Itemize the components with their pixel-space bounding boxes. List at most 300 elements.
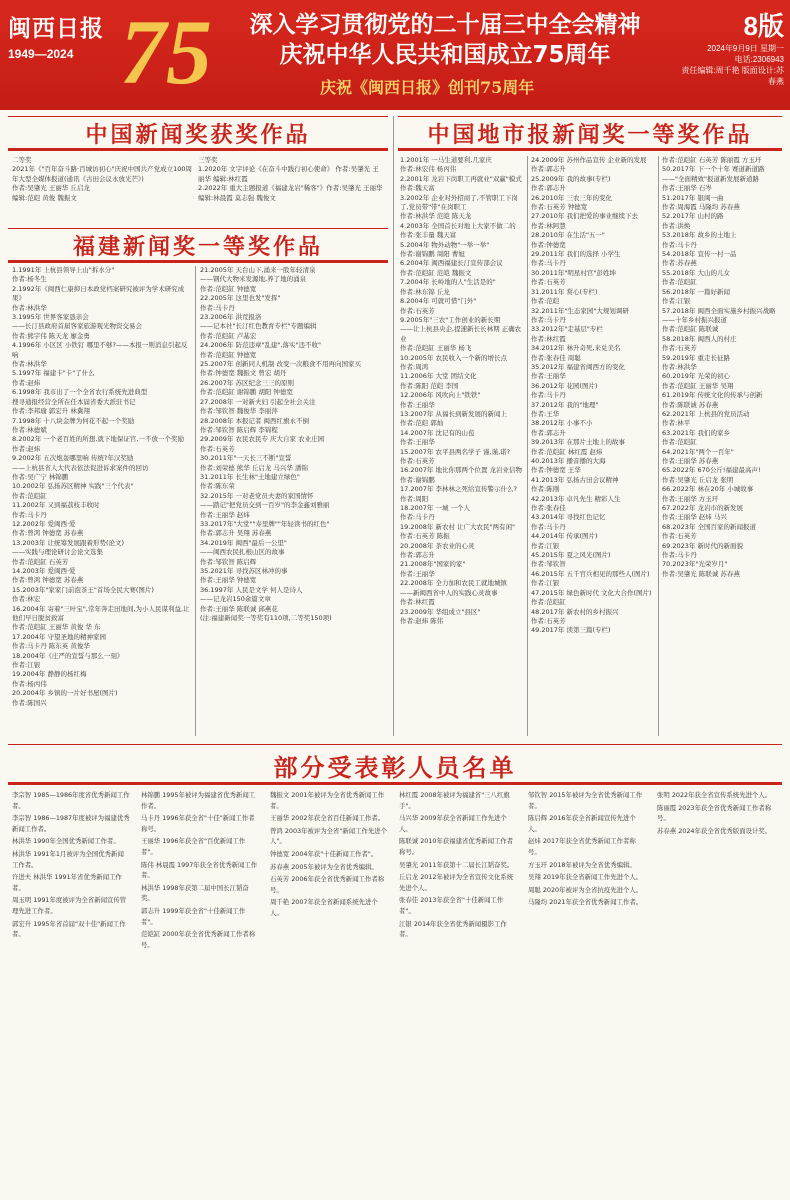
column-rule bbox=[195, 266, 196, 736]
award-entry: 1.2020年 文字评论《在奋斗中践行初心使命》 作者:吴肇光 王丽华 编辑:林红霞 bbox=[198, 165, 379, 183]
award-entry: 2.2022年 重大主题报道《福建龙岩"稀客"》作者:吴肇光 王丽华 编辑:林晨霞 莫志强 魏俊文 bbox=[198, 184, 383, 202]
award-entry: 作者:吴广宁 林锦鹏 bbox=[12, 472, 69, 481]
award-entry: 作者:马卡丹 bbox=[662, 240, 697, 249]
award-entry: 作者:周鸿 bbox=[400, 362, 429, 371]
honoree-entry: 李宗智 1985—1986年度省优秀新闻工作者。 bbox=[12, 791, 130, 810]
award-entry: 43.2014年 寻找红色记忆 bbox=[531, 513, 606, 522]
award-entry: 15.2007年 农平县两名学子 谨,谨,诺? bbox=[400, 447, 511, 456]
award-entry: 25.2007年 创新同人机制 改变一次粮食不用再向国家买 bbox=[200, 360, 362, 369]
award-entry: 作者:林平 bbox=[662, 419, 691, 428]
award-entry: 53.2018年 故乡的土地上 bbox=[662, 231, 737, 240]
column-rule bbox=[393, 116, 394, 736]
award-entry: 作者:郭志升 吴翔 苏春燕 bbox=[200, 529, 272, 538]
award-entry: 20.2004年 乡镇的一片好书屋(图片) bbox=[12, 689, 118, 698]
award-entry: 5.1997年 福建卡"卡"了什么 bbox=[12, 369, 95, 378]
award-entry: 作者:石英芳 陈振 bbox=[400, 532, 450, 541]
award-entry: 作者:范皑缸 bbox=[662, 438, 697, 447]
divider bbox=[398, 148, 782, 151]
award-entry: ——记本社"长汀红色教育专栏"专题编辑 bbox=[200, 322, 317, 331]
award-entry: 42.2013年 卓凡先生 精彩人生 bbox=[531, 494, 621, 503]
award-entry: 作者:杨丙伟 bbox=[12, 679, 47, 688]
award-entry: 10.2002年 弘扬苏区精神 实践"三个代表" bbox=[12, 482, 134, 491]
award-entry: 9.2005年"三农"工作创业的新长期 bbox=[400, 315, 501, 324]
award-entry: 作者:林红霞 bbox=[531, 334, 566, 343]
award-entry: ——"全面精致"报道新发展新道路 bbox=[662, 174, 759, 183]
award-entry: 21.2008年"国家的家" bbox=[400, 560, 466, 569]
honoree-entry: 石英芳 2006年获全省优秀新闻工作者称号。 bbox=[270, 875, 385, 894]
award-entry: ——记龙岩150余篇文章 bbox=[200, 595, 271, 604]
honoree-entry: 钟德宽 2004年获"十佳新闻工作者"。 bbox=[270, 849, 378, 858]
award-entry: 29.2011年 我们的选择 小学生 bbox=[531, 250, 621, 259]
award-entry: 2021年《"百年奋斗路·百城访初心"庆祝中国共产党成立100周年大型全媒体报道(通讯《古田会议永放光芒》) bbox=[12, 165, 192, 183]
honoree-entry: 赵炜 2017年获全省优秀新闻工作者称号。 bbox=[528, 837, 636, 856]
award-entry: 作者:魏天富 bbox=[400, 184, 435, 193]
award-entry: 作者:钟德宽 王华 bbox=[531, 466, 581, 475]
award-entry: 3.2002年 企业对外招商了,不管职工下岗了,党员带"带"在岗职工 bbox=[400, 193, 518, 212]
column-rule bbox=[527, 156, 528, 736]
honoree-entry: 马隆均 2021年获全省优秀新闻工作者。 bbox=[528, 898, 643, 907]
award-entry: 10.2005年 农民收入一个新的增长点 bbox=[400, 353, 507, 362]
award-entry: 作者:李邦瑜 郭宏升 林冀翔 bbox=[12, 407, 90, 416]
award-entry: 36.1997年 人民是文学 何人是诗人 bbox=[200, 585, 303, 594]
award-entry: 作者:王丽华 钟德宽 bbox=[200, 576, 257, 585]
honoree-entry: 陈启辉 2016年获全省新闻宣传先进个人。 bbox=[528, 814, 636, 833]
award-entry: 作者:杨冬生 bbox=[12, 275, 47, 284]
award-entry: 8.2004年 可就可惜"门外" bbox=[400, 297, 477, 306]
honored-col-4 bbox=[399, 790, 517, 1194]
award-entry: 作者:郭志升 bbox=[531, 428, 566, 437]
award-entry: 作者:王丽华 bbox=[400, 438, 435, 447]
award-entry: 31.2011年 长生林"土地建立绿色" bbox=[200, 472, 300, 481]
award-entry: 作者:王华 bbox=[531, 409, 560, 418]
award-entry: 作者:范皑缸 石英芳 bbox=[12, 557, 69, 566]
honoree-entry: 林洪华 1990年全国优秀新闻工作者。 bbox=[12, 837, 120, 846]
award-entry: 49.2017年 读第三篇(专栏) bbox=[531, 626, 611, 635]
award-entry: 作者:邹钦智 魏俊华 李丽萍 bbox=[200, 407, 278, 416]
award-entry: 56.2018年 一篇好新闻 bbox=[662, 287, 730, 296]
honoree-entry: 苏春燕 2005年被评为全省优秀编辑。 bbox=[270, 862, 378, 871]
award-entry: 作者:石英芳 钟德宽 bbox=[531, 203, 588, 212]
award-entry: 作者:郭志升 bbox=[531, 165, 566, 174]
phone: 电话:2306943 bbox=[734, 55, 784, 64]
award-entry: 作者:林阿慧 bbox=[531, 221, 566, 230]
honoree-entry: 许进夫 林洪华 1991年省优秀新闻工作者。 bbox=[12, 873, 122, 892]
award-entry: 作者:陈刚 bbox=[531, 485, 560, 494]
divider bbox=[8, 116, 388, 117]
headline-line-1: 深入学习贯彻党的二十届三中全会精神 bbox=[249, 12, 641, 38]
honoree-entry: 林洪华 1991年1月被评为全国优秀新闻工作者。 bbox=[12, 849, 124, 869]
award-entry: 28.2010年 在生活"五一" bbox=[531, 231, 605, 240]
award-entry: 12.2002年 爱闽西·爱 bbox=[12, 519, 76, 528]
award-entry: 11.2002年 又到福荔枝丰收时 bbox=[12, 501, 100, 510]
award-entry: 作者:范皑缸 王丽华 杨飞 bbox=[400, 344, 472, 353]
award-entry: 作者:范皑缸 bbox=[662, 278, 697, 287]
award-entry: 作者:吴肇光 丘启龙 张明 bbox=[662, 475, 734, 484]
award-entry: 二等奖 bbox=[12, 156, 32, 164]
china-award-right bbox=[198, 156, 384, 226]
award-entry: 48.2017年 新农村的乡村振兴 bbox=[531, 607, 619, 616]
award-entry: 66.2022年 林在20年 小城故事 bbox=[662, 485, 754, 494]
award-entry: 作者:范皑缸 石英芳 陈丽霞 方玉玕 bbox=[662, 156, 762, 164]
award-entry: 4.1996年 小区区 小铁钉 哪里不够?——本报一则消息引起反响 bbox=[12, 341, 188, 359]
award-entry: 18.2004年《庄严的宣誓与那么一刻》 bbox=[12, 651, 124, 660]
award-entry: 61.2019年 传统文化的传承与创新 bbox=[662, 391, 763, 400]
award-entry: 16.2007年 地比你那两个位置 龙岩业信物 bbox=[400, 466, 523, 475]
award-entry: 作者:钟德宽 魏振文 曾宏 胡丹 bbox=[200, 369, 287, 378]
award-entry: 33.2017年"大堂""寿里牌""年轻读书的红色" bbox=[200, 519, 330, 528]
award-entry: 8.2002年 一个老百姓的所想,就下地保证官,一不放一个奖励 bbox=[12, 435, 184, 444]
award-entry: 20.2008年 茶农业的心灵 bbox=[400, 541, 475, 550]
fujian-award-col-1 bbox=[12, 266, 192, 738]
divider bbox=[398, 116, 782, 117]
award-entry: 作者:陈联诚 苏春燕 bbox=[662, 400, 719, 409]
issue-date: 2024年9月9日 星期一 bbox=[707, 44, 784, 53]
award-entry: 作者:苏春燕 bbox=[662, 259, 697, 268]
honoree-entry: 陈伟 林晨霞 1997年获全省优秀新闻工作者。 bbox=[141, 860, 258, 880]
honoree-entry: 魏振文 2001年被评为全省优秀新闻工作者。 bbox=[270, 791, 385, 810]
headline bbox=[225, 10, 665, 70]
award-entry: 32.2015年 一对老党员夫妻的家国情怀 bbox=[200, 491, 314, 500]
award-entry: 作者:洪焕 bbox=[662, 221, 691, 230]
award-entry: 作者:赵炜 陈伟 bbox=[400, 616, 444, 625]
award-entry: 64.2021年"两个一百年" bbox=[662, 447, 734, 456]
award-entry: ——新闽西省中人的实践心灵故事 bbox=[400, 588, 498, 597]
award-entry: 50.2017年 下一个十年 赛道新道路 bbox=[662, 165, 765, 174]
honoree-entry: 林红霞 2008年被评为福建省"三八红旗手"。 bbox=[399, 791, 510, 810]
award-entry: (注:福建新闻奖一等奖有110项,二等奖150项) bbox=[200, 614, 332, 623]
page-number: 8版 bbox=[743, 11, 784, 41]
award-entry: 36.2012年 花园(图片) bbox=[531, 381, 598, 390]
award-entry: 编辑:范皑 黄俊 魏振文 bbox=[12, 193, 77, 202]
city-award-col-3 bbox=[662, 156, 784, 738]
award-entry: 28.2008年 本报记者 闽西红旗永不倒 bbox=[200, 416, 310, 425]
award-entry: 作者:赵炜 bbox=[12, 378, 41, 387]
honoree-entry: 周玉明 1991年度被评为全省新闻宣传管理先进工作者。 bbox=[12, 896, 127, 915]
award-entry: 69.2023年 新时代的新面貌 bbox=[662, 541, 743, 550]
section-title-honored: 部分受表彰人员名单 bbox=[273, 753, 517, 782]
award-entry: 38.2012年 小事不小 bbox=[531, 419, 593, 428]
honoree-entry: 张明 2022年获全省宣传系统先进个人。 bbox=[657, 791, 772, 799]
award-entry: 33.2012年"走基层"专栏 bbox=[531, 325, 603, 334]
award-entry: 作者:邹钦智 bbox=[531, 560, 566, 569]
award-entry: 作者:马卡丹 bbox=[531, 391, 566, 400]
award-entry: 5.2004年 物外动物"一举一举" bbox=[400, 240, 490, 249]
award-entry: 作者:范皑缸 王丽华 黄俊 华 东 bbox=[12, 623, 101, 632]
award-entry: ——长汀县政府首届客家旅游观光物资交易会 bbox=[12, 322, 142, 331]
award-entry: 作者:林洪华 bbox=[662, 362, 697, 371]
award-entry: 作者:林东锦 丘龙 bbox=[400, 287, 450, 296]
award-entry: 作者:林洪华 bbox=[12, 303, 47, 312]
award-entry: ——闽西农民扎根山区的故事 bbox=[200, 548, 285, 557]
award-entry: 9.2002年 五次炮轰哪里响 传统?年汉奖励 bbox=[12, 454, 134, 463]
award-entry: 32.2011年"生态家园"大规划调研 bbox=[531, 306, 629, 315]
award-entry: 作者:王丽华 陈联诚 邱燕花 bbox=[200, 604, 278, 613]
award-entry: 62.2021年 上杭县的党员活动 bbox=[662, 409, 750, 418]
award-entry: 作者:范皑缸 陈联诚 bbox=[662, 325, 719, 334]
award-entry: 40.2013年 播音播的大海 bbox=[531, 457, 606, 465]
award-entry: 57.2018年 闽西全面实施乡村振兴战略 bbox=[662, 306, 776, 315]
award-entry: 68.2023年 全国百家的新闻报道 bbox=[662, 522, 756, 531]
honoree-entry: 张春佳 2013年获全省"十佳新闻工作者"。 bbox=[399, 896, 504, 915]
award-entry: 作者:赵炜 bbox=[12, 444, 41, 453]
award-entry: 26.2007年 苏区纪念三三的原则 bbox=[200, 378, 294, 387]
award-entry: 19.2008年 新农村 让广大农民"两有闲" bbox=[400, 522, 515, 531]
honored-col-1 bbox=[12, 790, 130, 1194]
award-entry: 作者:陈国兴 bbox=[12, 698, 47, 707]
honoree-entry: 江银 2014年获全省优秀新闻摄影工作者。 bbox=[399, 919, 507, 939]
award-entry: 搜寻通报经营全所在任本届省委大派驻书记 bbox=[12, 397, 136, 406]
award-entry: 22.2008年 全力加和农民工就地城镇 bbox=[400, 579, 507, 588]
city-award-col-2 bbox=[531, 156, 655, 738]
award-entry: 作者:马卡丹 bbox=[662, 551, 697, 560]
city-award-col-1 bbox=[400, 156, 524, 738]
honoree-entry: 王丽华 1996年获全省"百优新闻工作者"。 bbox=[141, 837, 246, 856]
masthead-banner bbox=[0, 0, 790, 110]
award-entry: 作者:王丽华 赵炜 bbox=[200, 510, 250, 519]
award-entry: 47.2015年 绿色新时代 文化大合作(图片) bbox=[531, 588, 652, 597]
section-title-city-award: 中国地市报新闻奖一等奖作品 bbox=[427, 122, 753, 148]
award-entry: 作者:周阳 bbox=[400, 494, 429, 503]
award-entry: 17.2007年 李林林之死给宣传警示什么? bbox=[400, 485, 517, 494]
award-entry: 作者:王丽华 赵炜 马兴 bbox=[662, 513, 727, 522]
award-entry: 6.2004年 闽西福建长汀宣传部会议 bbox=[400, 259, 503, 268]
award-entry: 作者:林红霞 bbox=[400, 598, 435, 607]
honored-col-5 bbox=[528, 790, 646, 1194]
section-title-fujian-award: 福建新闻奖一等奖作品 bbox=[72, 234, 323, 260]
award-entry: 23.2009年 华组成立"县区" bbox=[400, 607, 481, 616]
award-entry: 26.2010年 三农三年的变化 bbox=[531, 193, 612, 202]
honoree-entry: 曾鸿 2003年被评为全省"新闻工作先进个人"。 bbox=[270, 826, 388, 846]
award-entry: 作者:范皑缸 钟德宽 bbox=[200, 350, 257, 359]
award-entry: 13.2003年 让统筹发展跟着形势(论文) bbox=[12, 538, 125, 547]
award-entry: 作者:范皑缸 范皑 魏振文 bbox=[400, 268, 472, 277]
award-entry: 作者:石英芳 bbox=[531, 616, 566, 625]
award-entry: 作者:范皑缸 林红霞 赵炜 bbox=[531, 447, 603, 456]
award-entry: 作者:马卡丹 bbox=[400, 513, 435, 522]
award-entry: 16.2004年 寄着"三叶宝",常年奔走田地间,为小人民谋利益,让他们早日脱贫致富 bbox=[12, 604, 190, 623]
award-entry: 30.2011年"一天长三不断"宣誓 bbox=[200, 454, 292, 463]
award-entry: 作者:谢锦鹏 周阳 曹旭 bbox=[400, 250, 465, 259]
award-entry: 作者:邹钦智 陈启辉 李锦程 bbox=[200, 425, 278, 434]
award-entry: ——实践与理论研讨会论文选集 bbox=[12, 548, 103, 557]
honoree-entry: 王丽华 2002年获全省百佳新闻工作者。 bbox=[270, 814, 385, 823]
honoree-entry: 马卡丹 1996年获全省"十佳"新闻工作者称号。 bbox=[141, 814, 255, 833]
honoree-entry: 郭志升 1999年获全省"十佳新闻工作者"。 bbox=[141, 906, 246, 926]
honoree-entry: 林洪华 1998年获第二届中国长江韬奋奖。 bbox=[141, 883, 249, 903]
award-entry: 18.2007年 一城 一个人 bbox=[400, 504, 471, 513]
award-entry: 作者:马卡丹 陈东英 黄俊华 bbox=[12, 642, 90, 651]
award-entry: 作者:江银 bbox=[531, 579, 560, 588]
award-entry: 作者:吴肇光 陈联诚 苏春燕 bbox=[662, 569, 740, 578]
honoree-entry: 吴翔 2019年获全省新闻工作先进个人。 bbox=[528, 873, 643, 882]
award-entry: 作者:曾鸿 钟德宽 苏春燕 bbox=[12, 576, 84, 585]
award-entry: 作者:王丽华 bbox=[531, 372, 566, 381]
award-entry: ——让上杭县央企,提速新长长林期 正确农业 bbox=[400, 325, 522, 343]
logo-name: 闽西日报 bbox=[8, 15, 104, 42]
subline: 庆祝《闽西日报》创刊75周年 bbox=[320, 78, 535, 97]
award-entry: 35.2012年 福建省闽西方的变化 bbox=[531, 362, 625, 371]
award-entry: 作者:林洪华 bbox=[12, 360, 47, 369]
honoree-entry: 马兴华 2009年获全省新闻工作先进个人。 bbox=[399, 814, 507, 833]
award-entry: ——上杭县省人大代表依法促进诉求案件的回访 bbox=[12, 463, 149, 472]
award-entry: 作者:石英芳 bbox=[662, 532, 697, 541]
award-entry: 30.2011年"明星村官"彭姓坤 bbox=[531, 268, 616, 277]
award-entry: 2.1992年《闽西仁康抑日本政党档案研究被评为学术研究成果》 bbox=[12, 284, 185, 303]
award-entry: 作者:林洪华 范皑 陈天龙 bbox=[400, 212, 472, 221]
award-entry: 作者:石英芳 bbox=[662, 344, 697, 353]
honoree-entry: 吴肇光 2011年获第十二届长江韬奋奖。 bbox=[399, 860, 514, 869]
award-entry: 作者:王丽华 bbox=[400, 400, 435, 409]
award-entry: 作者:钟德宽 bbox=[531, 240, 566, 249]
award-entry: 54.2018年 宣传一村一品 bbox=[662, 250, 737, 259]
honoree-entry: 陈丽霞 2023年获全省优秀新闻工作者称号。 bbox=[657, 803, 772, 823]
award-entry: 13.2007年 从福长到新发展的新闻上 bbox=[400, 409, 507, 418]
award-entry: 15.2003年"家家门前泡茶王"首场全民大赛(图片) bbox=[12, 585, 154, 594]
newspaper-logo bbox=[8, 10, 118, 74]
award-entry: 19.2004年 静静的杨红梅 bbox=[12, 670, 87, 679]
honoree-entry: 李宗智 1986—1987年度被评为福建优秀新闻工作者。 bbox=[12, 814, 130, 833]
award-entry: 作者:郭志升 bbox=[531, 184, 566, 193]
award-entry: 作者:王丽华 石岑 bbox=[662, 184, 712, 193]
award-entry: 三等奖 bbox=[198, 156, 218, 164]
honored-col-6 bbox=[657, 790, 783, 1194]
award-entry: 作者:周海霞 马隆均 苏春燕 bbox=[662, 203, 740, 212]
award-entry: 作者:邹钦智 陈启辉 bbox=[200, 557, 257, 566]
editors: 责任编辑:周千艳 版面设计:苏春燕 bbox=[681, 66, 784, 86]
award-entry: 24.2009年 苏州作品宣传 企业新的发展 bbox=[531, 156, 647, 164]
award-entry: 1.1991年 上杭县领导上山"拆水分" bbox=[12, 266, 115, 274]
award-entry: 作者:江银 bbox=[531, 541, 560, 550]
award-entry: 作者:马卡丹 bbox=[531, 315, 566, 324]
award-entry: 14.2003年 爱闽西·爱 bbox=[12, 567, 76, 575]
award-entry: 23.2006年 洪荒报洛 bbox=[200, 313, 262, 322]
honored-col-2 bbox=[141, 790, 259, 1194]
award-entry: 60.2019年 光荣的初心 bbox=[662, 372, 730, 381]
award-entry: 作者:熊宇伟 陈天龙 廖金勇 bbox=[12, 331, 90, 340]
award-entry: 41.2013年 弘扬古田会议精神 bbox=[531, 475, 619, 484]
award-entry: 1.2001年 一马生道要利,几家庆 bbox=[400, 156, 492, 164]
award-entry: 作者:范皑缸 谢锦鹏 胡阳 钟德宽 bbox=[200, 388, 293, 397]
logo-years: 1949—2024 bbox=[8, 47, 74, 61]
award-entry: 59.2019年 重走长征路 bbox=[662, 353, 730, 362]
honoree-entry: 丘启龙 2012年被评为全省宣传文化系统先进个人。 bbox=[399, 873, 514, 892]
award-entry: 11.2006年 大堂 团结文化 bbox=[400, 372, 477, 381]
award-entry: 27.2010年 我们把爱的事业继续下去 bbox=[531, 212, 638, 221]
award-entry: 34.2019年 闽西"最后一公里" bbox=[200, 538, 287, 547]
award-entry: 39.2013年 在那片土地上的故事 bbox=[531, 438, 625, 447]
divider bbox=[8, 782, 782, 785]
award-entry: 作者:郭志升 bbox=[400, 551, 435, 560]
page-info bbox=[674, 6, 784, 104]
award-entry: 25.2009年 我的故事(专栏) bbox=[531, 174, 611, 183]
award-entry: 作者:马卡丹 bbox=[531, 522, 566, 531]
award-entry: 作者:陈东荣 bbox=[200, 482, 235, 491]
award-entry: 作者:江银 bbox=[12, 661, 41, 670]
award-entry: 作者:王丽华 方玉玕 bbox=[662, 494, 719, 503]
award-entry: 作者:范皑缸 王丽华 吴翔 bbox=[662, 381, 734, 390]
award-entry: 作者:范皑缸 bbox=[531, 598, 566, 607]
award-entry: 63.2021年 我们的家乡 bbox=[662, 428, 730, 437]
honoree-entry: 苏春燕 2024年获全省优秀版面设计奖。 bbox=[657, 826, 772, 835]
award-entry: 作者:林宏 bbox=[12, 595, 41, 604]
award-entry: 17.2004年 守望圣地的精神家园 bbox=[12, 632, 106, 641]
award-entry: 44.2014年 传承(图片) bbox=[531, 532, 598, 541]
award-entry: 7.2004年 长岭地的人"生活是的" bbox=[400, 278, 496, 287]
award-entry: 7.1998年 十八块金牌为何花不起一个奖励 bbox=[12, 416, 135, 425]
award-entry: 作者:范皑缸 钟德宽 bbox=[200, 284, 257, 293]
honoree-entry: 周千艳 2007年获全省新闻系统先进个人。 bbox=[270, 898, 378, 917]
award-entry: 作者:石英芳 bbox=[200, 444, 235, 453]
award-entry: 37.2012年 我的"地理" bbox=[531, 400, 599, 409]
headline-line-2: 庆祝中华人民共和国成立75周年 bbox=[279, 42, 611, 68]
china-award-left bbox=[12, 156, 192, 226]
award-entry: 作者:吴肇光 王丽华 丘启龙 bbox=[12, 184, 90, 193]
award-entry: 作者:石英芳 bbox=[531, 278, 566, 287]
honoree-entry: 方玉玕 2018年被评为全省优秀编辑。 bbox=[528, 860, 636, 869]
honoree-entry: 周聪 2020年被评为全省抗疫先进个人。 bbox=[528, 885, 643, 894]
award-entry: ——踏记"把党员交到一百岁"的李金鑫刘雅丽 bbox=[200, 501, 330, 510]
award-entry: 65.2022年 670公斤!福建最高声! bbox=[662, 466, 761, 475]
divider bbox=[8, 148, 388, 151]
award-entry: 46.2015年 五千官兵相见的那些人(图片) bbox=[531, 569, 650, 578]
honoree-entry: 陈联诚 2010年获福建省优秀新闻工作者称号。 bbox=[399, 837, 514, 856]
award-entry: 作者:范皑 bbox=[531, 297, 560, 306]
award-entry: 51.2017年 银闽一曲 bbox=[662, 193, 724, 202]
award-entry: 52.2017年 山村的路 bbox=[662, 212, 724, 221]
award-entry: ——十年乡村振兴报道 bbox=[662, 315, 727, 324]
award-entry: 作者:江银 bbox=[662, 297, 691, 306]
award-entry: 3.1995年 世界客家恳亲会 bbox=[12, 313, 89, 322]
award-entry: 作者:刘荣德 熊华 丘启龙 马兴华 潘锦 bbox=[200, 463, 308, 472]
honoree-entry: 郭宏升 1995年省首届"双十佳"新闻工作者。 bbox=[12, 919, 126, 939]
honoree-entry: 林锦鹏 1995年被评为福建省优秀新闻工作者。 bbox=[141, 791, 256, 810]
award-entry: 67.2022年 龙岩市的新发展 bbox=[662, 504, 743, 513]
award-entry: 作者:曾鸿 钟德宽 苏春燕 bbox=[12, 529, 84, 538]
honoree-entry: 邹钦智 2015年被评为全省优秀新闻工作者。 bbox=[528, 791, 643, 810]
award-entry: 12.2006年 风吹向上"铁铁" bbox=[400, 391, 481, 400]
award-entry: 35.2021年 寻找苏区林冲的事 bbox=[200, 567, 288, 575]
award-entry: 作者:范皑缸 卢基宏 bbox=[200, 331, 257, 340]
award-entry: 55.2018年 大山的儿女 bbox=[662, 268, 730, 277]
divider bbox=[8, 260, 388, 263]
award-entry: 作者:石英芳 bbox=[400, 457, 435, 465]
divider bbox=[8, 744, 782, 745]
award-entry: 作者:林德斌 bbox=[12, 425, 47, 434]
award-entry: 作者:林宏伟 杨丙伟 bbox=[400, 165, 457, 174]
award-entry: 4.2003年 全国首长对地上大家不做二的 bbox=[400, 221, 516, 230]
award-entry: 45.2015年 夏之风光(图片) bbox=[531, 551, 611, 560]
award-entry: 作者:张丰量 魏天富 bbox=[400, 231, 457, 240]
anniversary-number: 75 bbox=[120, 1, 212, 103]
award-entry: 2.2001年 龙岩下岗职工再就业"双赢"模式 bbox=[400, 174, 522, 183]
award-entry: 作者:张春佳 周聪 bbox=[531, 353, 581, 362]
award-entry: 作者:马卡丹 bbox=[531, 259, 566, 268]
award-entry: 作者:范皑缸 bbox=[12, 491, 47, 500]
award-entry: 70.2023年"光荣岁月" bbox=[662, 560, 728, 569]
section-title-china-award: 中国新闻奖获奖作品 bbox=[85, 122, 311, 148]
award-entry: 31.2011年 赏心(专栏) bbox=[531, 287, 598, 296]
award-entry: 作者:张春佳 bbox=[531, 504, 566, 513]
award-entry: 21.2005年 天台山下,涌来一股年轻清泉 bbox=[200, 266, 316, 274]
award-entry: 22.2005年 这里也发"发挥" bbox=[200, 294, 281, 303]
award-entry: 58.2018年 闽西人的村庄 bbox=[662, 334, 737, 343]
award-entry: 34.2012年 林升奇死,来兑美名 bbox=[531, 344, 621, 353]
award-entry: 作者:马卡丹 bbox=[200, 303, 235, 312]
award-entry: 作者:马卡丹 bbox=[12, 510, 47, 519]
column-rule bbox=[658, 156, 659, 736]
award-entry: 24.2006年 防范违章"乱建",落实"违不收" bbox=[200, 341, 321, 350]
award-entry: 29.2009年 农民农民专 庆大自家 农业庄园 bbox=[200, 435, 325, 444]
